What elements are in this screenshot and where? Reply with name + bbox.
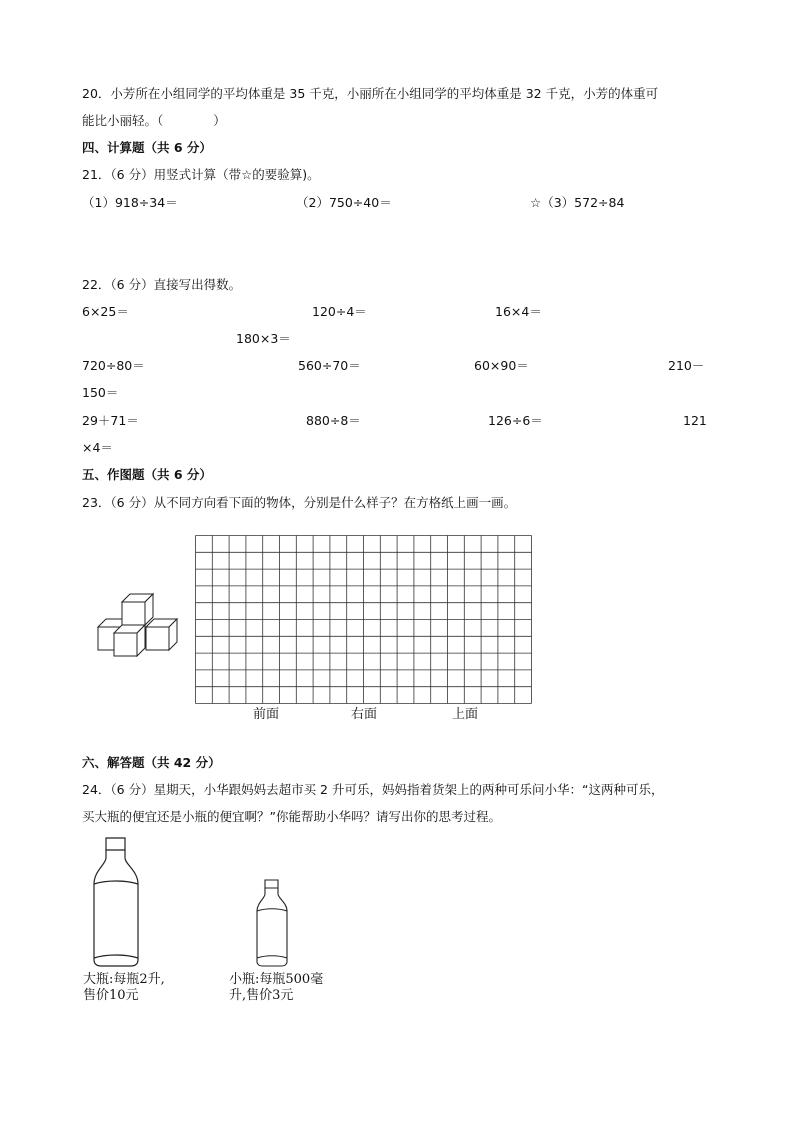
q22-item: 6×25＝ (82, 304, 129, 319)
q22-item: 180×3＝ (236, 331, 291, 346)
q22-item: 880÷8＝ (306, 413, 361, 428)
big-bottle-caption-1: 大瓶:每瓶2升, (83, 972, 165, 987)
q22-item: 560÷70＝ (298, 358, 361, 373)
grid-label-front: 前面 (253, 707, 280, 722)
q22-item: 720÷80＝ (82, 358, 145, 373)
section4-title: 四、计算题（共 6 分） (82, 140, 212, 155)
q22-item: 120÷4＝ (312, 304, 367, 319)
small-bottle-image (252, 878, 292, 968)
q21-item-3: ☆（3）572÷84 (530, 195, 625, 210)
q22-prompt: 22．（6 分）直接写出得数。 (82, 277, 242, 292)
q22-item: 150＝ (82, 385, 119, 400)
cube-figure (96, 592, 186, 662)
big-bottle-image (86, 836, 146, 968)
q22-item: 29＋71＝ (82, 413, 139, 428)
big-bottle-caption-2: 售价10元 (83, 988, 139, 1003)
q21-item-2: （2）750÷40＝ (296, 195, 392, 210)
section6-title: 六、解答题（共 42 分） (82, 755, 221, 770)
q23-prompt: 23．（6 分）从不同方向看下面的物体，分别是什么样子？在方格纸上画一画。 (82, 495, 517, 510)
q22-item: 126÷6＝ (488, 413, 543, 428)
q22-item: ×4＝ (82, 440, 113, 455)
q22-item: 121 (683, 413, 707, 428)
q21-prompt: 21．（6 分）用竖式计算（带☆的要验算)。 (82, 167, 320, 182)
q24-line2: 买大瓶的便宜还是小瓶的便宜啊？”你能帮助小华吗？请写出你的思考过程。 (82, 809, 501, 824)
q22-item: 16×4＝ (495, 304, 542, 319)
q22-item: 210－ (668, 358, 705, 373)
q20-line2: 能比小丽轻。（ ） (82, 113, 226, 128)
grid-label-right: 右面 (351, 707, 378, 722)
q24-line1: 24．（6 分）星期天，小华跟妈妈去超市买 2 升可乐，妈妈指着货架上的两种可乐问小华：“这两种可乐， (82, 782, 664, 797)
grid-paper[interactable] (195, 535, 535, 705)
small-bottle-caption-2: 升,售价3元 (229, 988, 294, 1003)
small-bottle-caption-1: 小瓶:每瓶500毫 (229, 972, 324, 987)
q21-item-1: （1）918÷34＝ (82, 195, 178, 210)
q22-item: 60×90＝ (474, 358, 529, 373)
q20-line1: 20．小芳所在小组同学的平均体重是 35 千克，小丽所在小组同学的平均体重是 32 千克，小芳的体重可 (82, 86, 659, 101)
section5-title: 五、作图题（共 6 分） (82, 467, 212, 482)
grid-label-top: 上面 (452, 707, 479, 722)
